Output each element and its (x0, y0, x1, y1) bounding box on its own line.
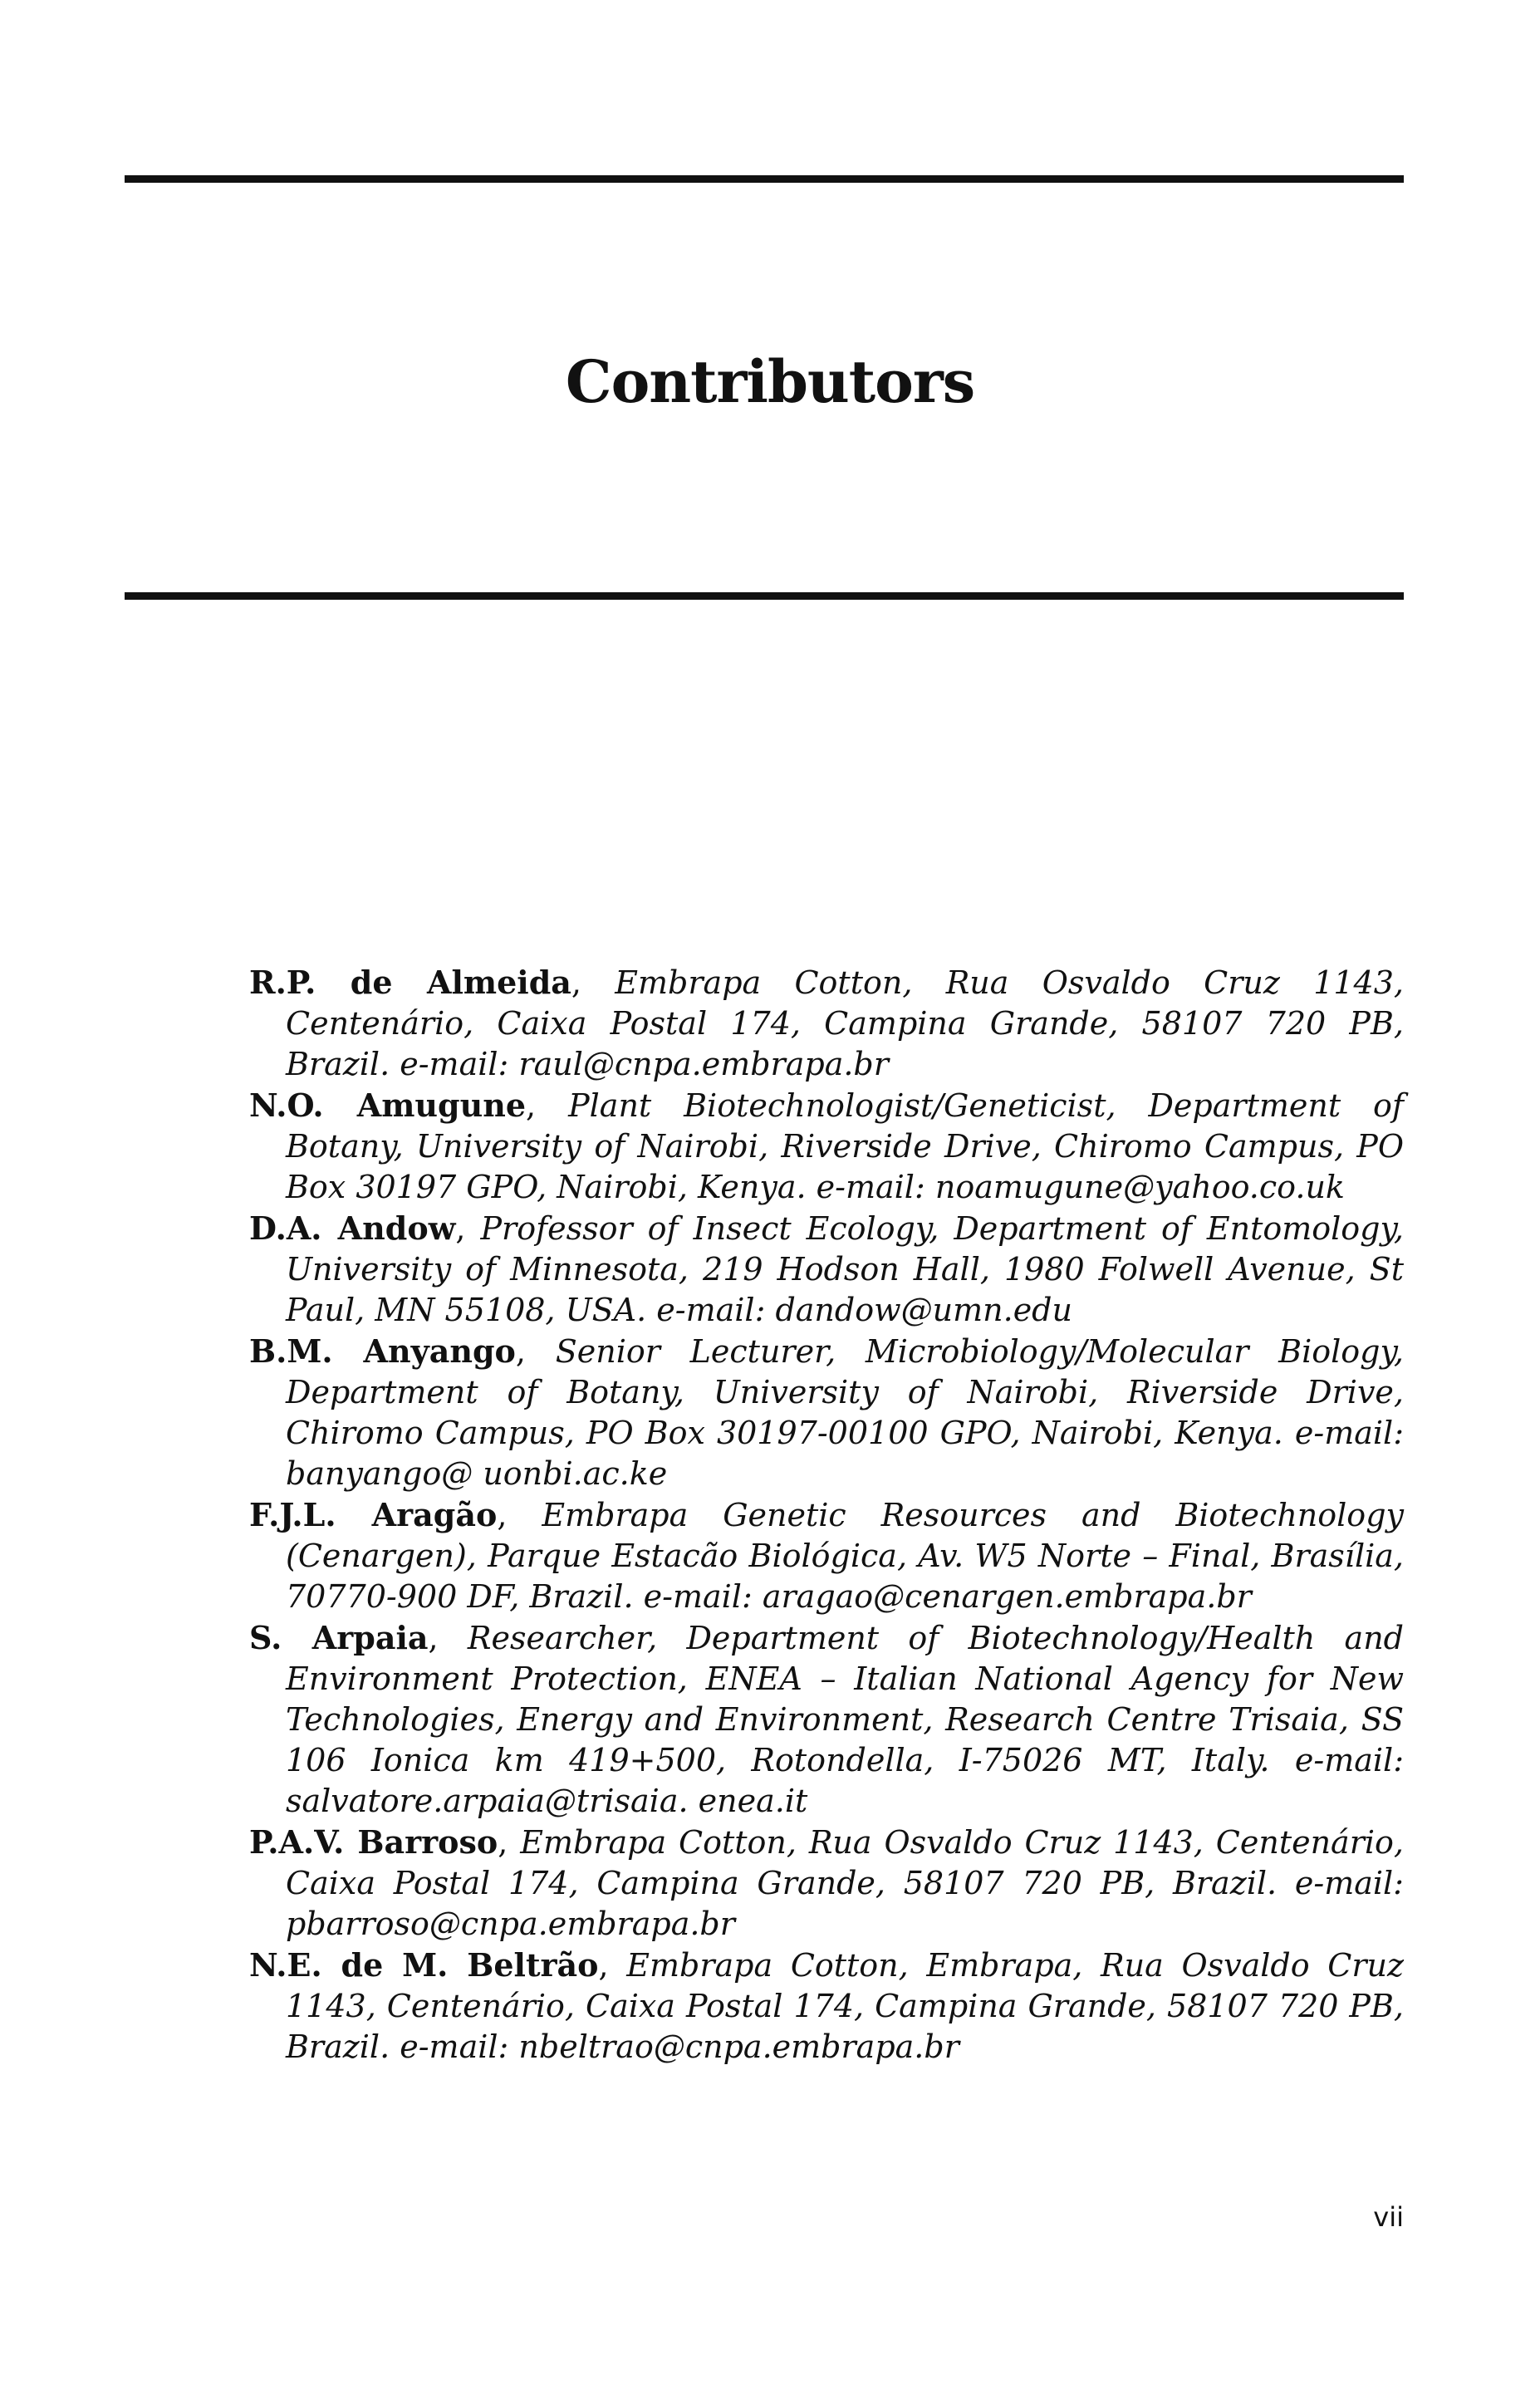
bottom-rule (125, 592, 1404, 600)
separator: , (498, 1824, 521, 1861)
contributor-entry (249, 1945, 1404, 2068)
separator: , (497, 1497, 542, 1533)
separator: , (571, 964, 616, 1001)
separator: , (428, 1620, 468, 1656)
contributor-entry (249, 1494, 1404, 1617)
contributor-name: F.J.L. Aragão (249, 1496, 498, 1533)
contributor-entry (249, 1617, 1404, 1822)
contributor-name: D.A. Andow (249, 1209, 456, 1247)
separator: , (598, 1947, 627, 1984)
page-number: vii (1373, 2201, 1404, 2233)
page-title: Contributors (565, 347, 975, 416)
contributor-affiliation: Plant Biotechnologist/Geneticist, Department of Botany, University of Nairobi, Riverside Drive, Chiromo Campus, PO Box 30197 GPO, Nairobi, Kenya. e-mail: noamugune@yahoo.co.uk (286, 1087, 1404, 1205)
contributor-affiliation: Professor of Insect Ecology, Department of Entomology, University of Minnesota, 219 Hodson Hall, 1980 Folwell Avenue, St Paul, MN 55108, USA. e-mail: dandow@umn.edu (286, 1210, 1404, 1328)
contributor-affiliation: Embrapa Cotton, Rua Osvaldo Cruz 1143, Centenário, Caixa Postal 174, Campina Grande, 58107 720 PB, Brazil. e-mail: raul@cnpa.embrapa.br (286, 964, 1404, 1082)
contributor-affiliation: Embrapa Cotton, Embrapa, Rua Osvaldo Cruz 1143, Centenário, Caixa Postal 174, Campina Grande, 58107 720 PB, Brazil. e-mail: nbeltrao@cnpa.embrapa.br (286, 1947, 1404, 2065)
contributor-name: R.P. de Almeida (249, 964, 571, 1001)
top-rule (125, 175, 1404, 183)
contributor-entry (249, 1208, 1404, 1331)
separator: , (515, 1333, 556, 1370)
contributors-list (249, 962, 1404, 2068)
contributor-affiliation: Researcher, Department of Biotechnology/Health and Environment Protection, ENEA – Italian National Agency for New Technologies, Energy and Environment, Research Centre Trisaia, SS 106 Ionica km 419+500, Rotondella, I-75026 MT, Italy. e-mail: salvatore.arpaia@trisaia. enea.it (286, 1620, 1404, 1819)
contributor-affiliation: Embrapa Genetic Resources and Biotechnology (Cenargen), Parque Estacão Biológica, Av. W5 Norte – Final, Brasília, 70770-900 DF, Brazil. e-mail: aragao@cenargen.embrapa.br (286, 1497, 1404, 1615)
separator: , (526, 1087, 569, 1124)
contributor-name: B.M. Anyango (249, 1332, 516, 1370)
contributor-entry (249, 1085, 1404, 1208)
contributor-affiliation: Senior Lecturer, Microbiology/Molecular Biology, Department of Botany, University of Nairobi, Riverside Drive, Chiromo Campus, PO Box 30197-00100 GPO, Nairobi, Kenya. e-mail: banyango@ uonbi.ac.ke (286, 1333, 1404, 1492)
contributor-entry (249, 962, 1404, 1085)
contributor-name: N.O. Amugune (249, 1087, 527, 1124)
separator: , (455, 1210, 481, 1247)
contributor-name: S. Arpaia (249, 1619, 429, 1656)
contributor-entry (249, 1822, 1404, 1945)
contributor-affiliation: Embrapa Cotton, Rua Osvaldo Cruz 1143, Centenário, Caixa Postal 174, Campina Grande, 58107 720 PB, Brazil. e-mail: pbarroso@cnpa.embrapa.br (286, 1824, 1404, 1942)
contributor-name: N.E. de M. Beltrão (249, 1946, 599, 1984)
contributor-name: P.A.V. Barroso (249, 1823, 498, 1861)
contributor-entry (249, 1331, 1404, 1494)
